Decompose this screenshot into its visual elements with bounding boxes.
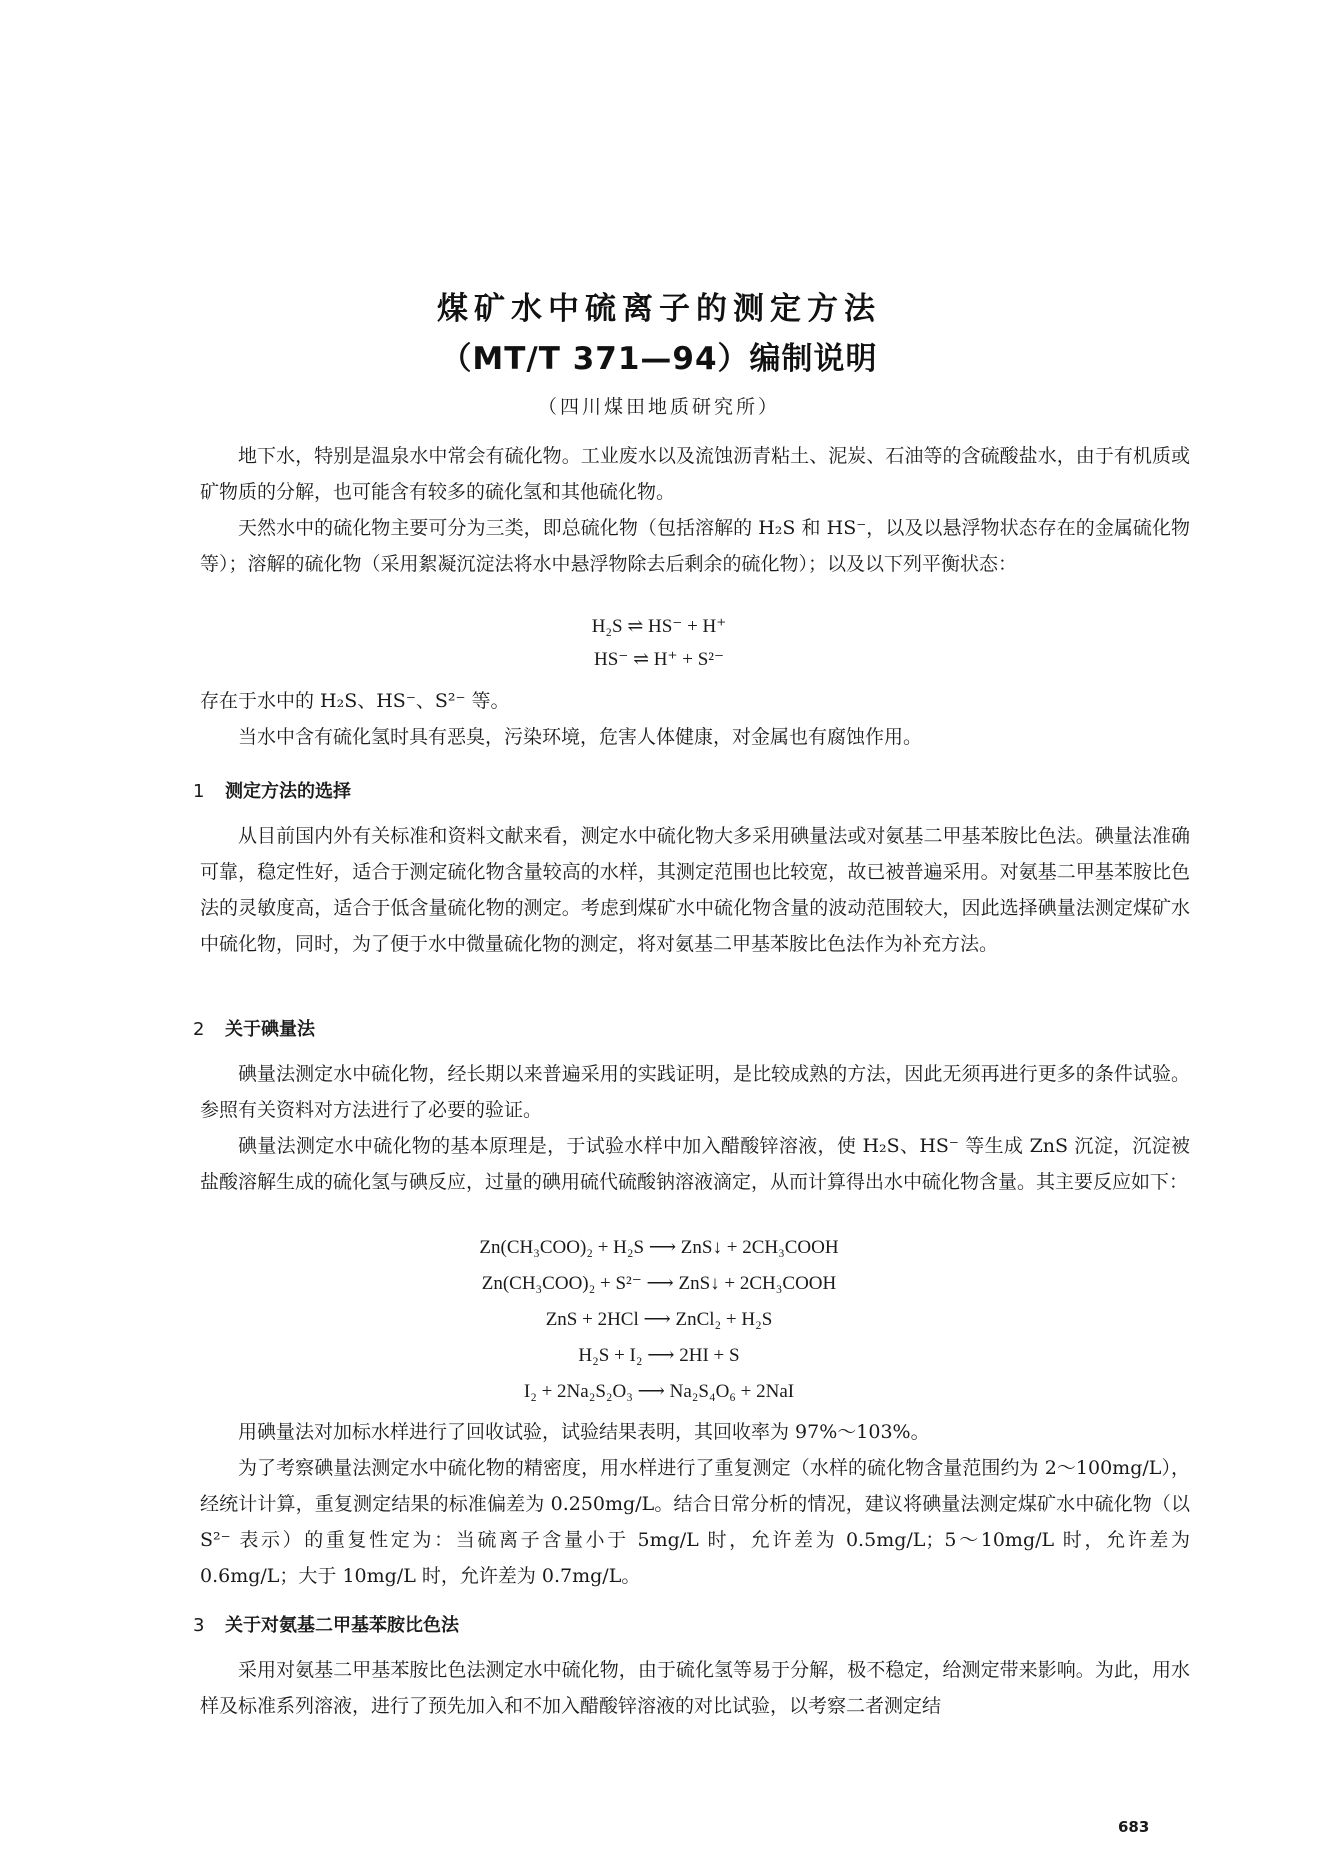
section-2-number: 2 [193, 1019, 205, 1040]
reaction-equation-3: ZnS + 2HCl ⟶ ZnCl₂ + H₂S [545, 1309, 773, 1330]
page-subtitle: （MT/T 371—94）编制说明 [440, 341, 878, 377]
section-2-paragraph-4: 为了考察碘量法测定水中硫化物的精密度，用水样进行了重复测定（水样的硫化物含量范围约为 2～100mg/L），经统计计算，重复测定结果的标准偏差为 0.250mg/L。结合日常分析的情况，建议将碘量法测定煤矿水中硫化物（以 S²⁻ 表示）的重复性定为：当硫离子含量小于 5mg/L 时，允许差为 0.5mg/L；5～10mg/L 时，允许差为 0.6mg/L；大于 10mg/L 时，允许差为 0.7mg/L。 [200, 1457, 1190, 1587]
intro-paragraph-2: 天然水中的硫化物主要可分为三类，即总硫化物（包括溶解的 H₂S 和 HS⁻，以及以悬浮物状态存在的金属硫化物等）；溶解的硫化物（采用絮凝沉淀法将水中悬浮物除去后剩余的硫化物）；以及以下列平衡状态： [200, 517, 1190, 575]
section-2-paragraph-1: 碘量法测定水中硫化物，经长期以来普遍采用的实践证明，是比较成熟的方法，因此无须再进行更多的条件试验。参照有关资料对方法进行了必要的验证。 [200, 1063, 1190, 1121]
section-3-title: 关于对氨基二甲基苯胺比色法 [225, 1615, 459, 1636]
reaction-equation-5: I₂ + 2Na₂S₂O₃ ⟶ Na₂S₄O₆ + 2NaI [523, 1381, 795, 1402]
section-3-heading [193, 1611, 459, 1637]
equilibrium-equation-1: H₂S ⇌ HS⁻ + H⁺ [591, 616, 727, 637]
reaction-equation-2: Zn(CH₃COO)₂ + S²⁻ ⟶ ZnS↓ + 2CH₃COOH [481, 1273, 837, 1294]
section-2-heading [193, 1015, 315, 1041]
page-number: 683 [1118, 1818, 1150, 1836]
section-2-paragraph-3: 用碘量法对加标水样进行了回收试验，试验结果表明，其回收率为 97%～103%。 [238, 1421, 930, 1443]
section-1-title: 测定方法的选择 [225, 781, 351, 802]
reaction-equation-1: Zn(CH₃COO)₂ + H₂S ⟶ ZnS↓ + 2CH₃COOH [479, 1237, 839, 1258]
section-1-number: 1 [193, 781, 205, 802]
intro-paragraph-1: 地下水，特别是温泉水中常会有硫化物。工业废水以及流蚀沥青粘土、泥炭、石油等的含硫酸盐水，由于有机质或矿物质的分解，也可能含有较多的硫化氢和其他硫化物。 [200, 445, 1190, 503]
section-2-paragraph-2: 碘量法测定水中硫化物的基本原理是，于试验水样中加入醋酸锌溶液，使 H₂S、HS⁻ 等生成 ZnS 沉淀，沉淀被盐酸溶解生成的硫化氢与碘反应，过量的碘用硫代硫酸钠溶液滴定，从而计算得出水中硫化物含量。其主要反应如下： [200, 1135, 1190, 1193]
organization: （四川煤田地质研究所） [537, 396, 780, 418]
intro-paragraph-4: 当水中含有硫化氢时具有恶臭，污染环境，危害人体健康，对金属也有腐蚀作用。 [238, 726, 923, 748]
reaction-equation-4: H₂S + I₂ ⟶ 2HI + S [578, 1345, 740, 1366]
equilibrium-equation-2: HS⁻ ⇌ H⁺ + S²⁻ [594, 649, 724, 670]
intro-paragraph-3: 存在于水中的 H₂S、HS⁻、S²⁻ 等。 [200, 690, 510, 712]
section-1-heading [193, 777, 351, 803]
section-2-title: 关于碘量法 [225, 1019, 315, 1040]
section-1-paragraph: 从目前国内外有关标准和资料文献来看，测定水中硫化物大多采用碘量法或对氨基二甲基苯胺比色法。碘量法准确可靠，稳定性好，适合于测定硫化物含量较高的水样，其测定范围也比较宽，故已被普遍采用。对氨基二甲基苯胺比色法的灵敏度高，适合于低含量硫化物的测定。考虑到煤矿水中硫化物含量的波动范围较大，因此选择碘量法测定煤矿水中硫化物，同时，为了便于水中微量硫化物的测定，将对氨基二甲基苯胺比色法作为补充方法。 [200, 825, 1190, 955]
section-3-paragraph: 采用对氨基二甲基苯胺比色法测定水中硫化物，由于硫化氢等易于分解，极不稳定，给测定带来影响。为此，用水样及标准系列溶液，进行了预先加入和不加入醋酸锌溶液的对比试验，以考察二者测定结 [200, 1659, 1190, 1717]
page-title: 煤矿水中硫离子的测定方法 [437, 291, 881, 327]
section-3-number: 3 [193, 1615, 205, 1636]
